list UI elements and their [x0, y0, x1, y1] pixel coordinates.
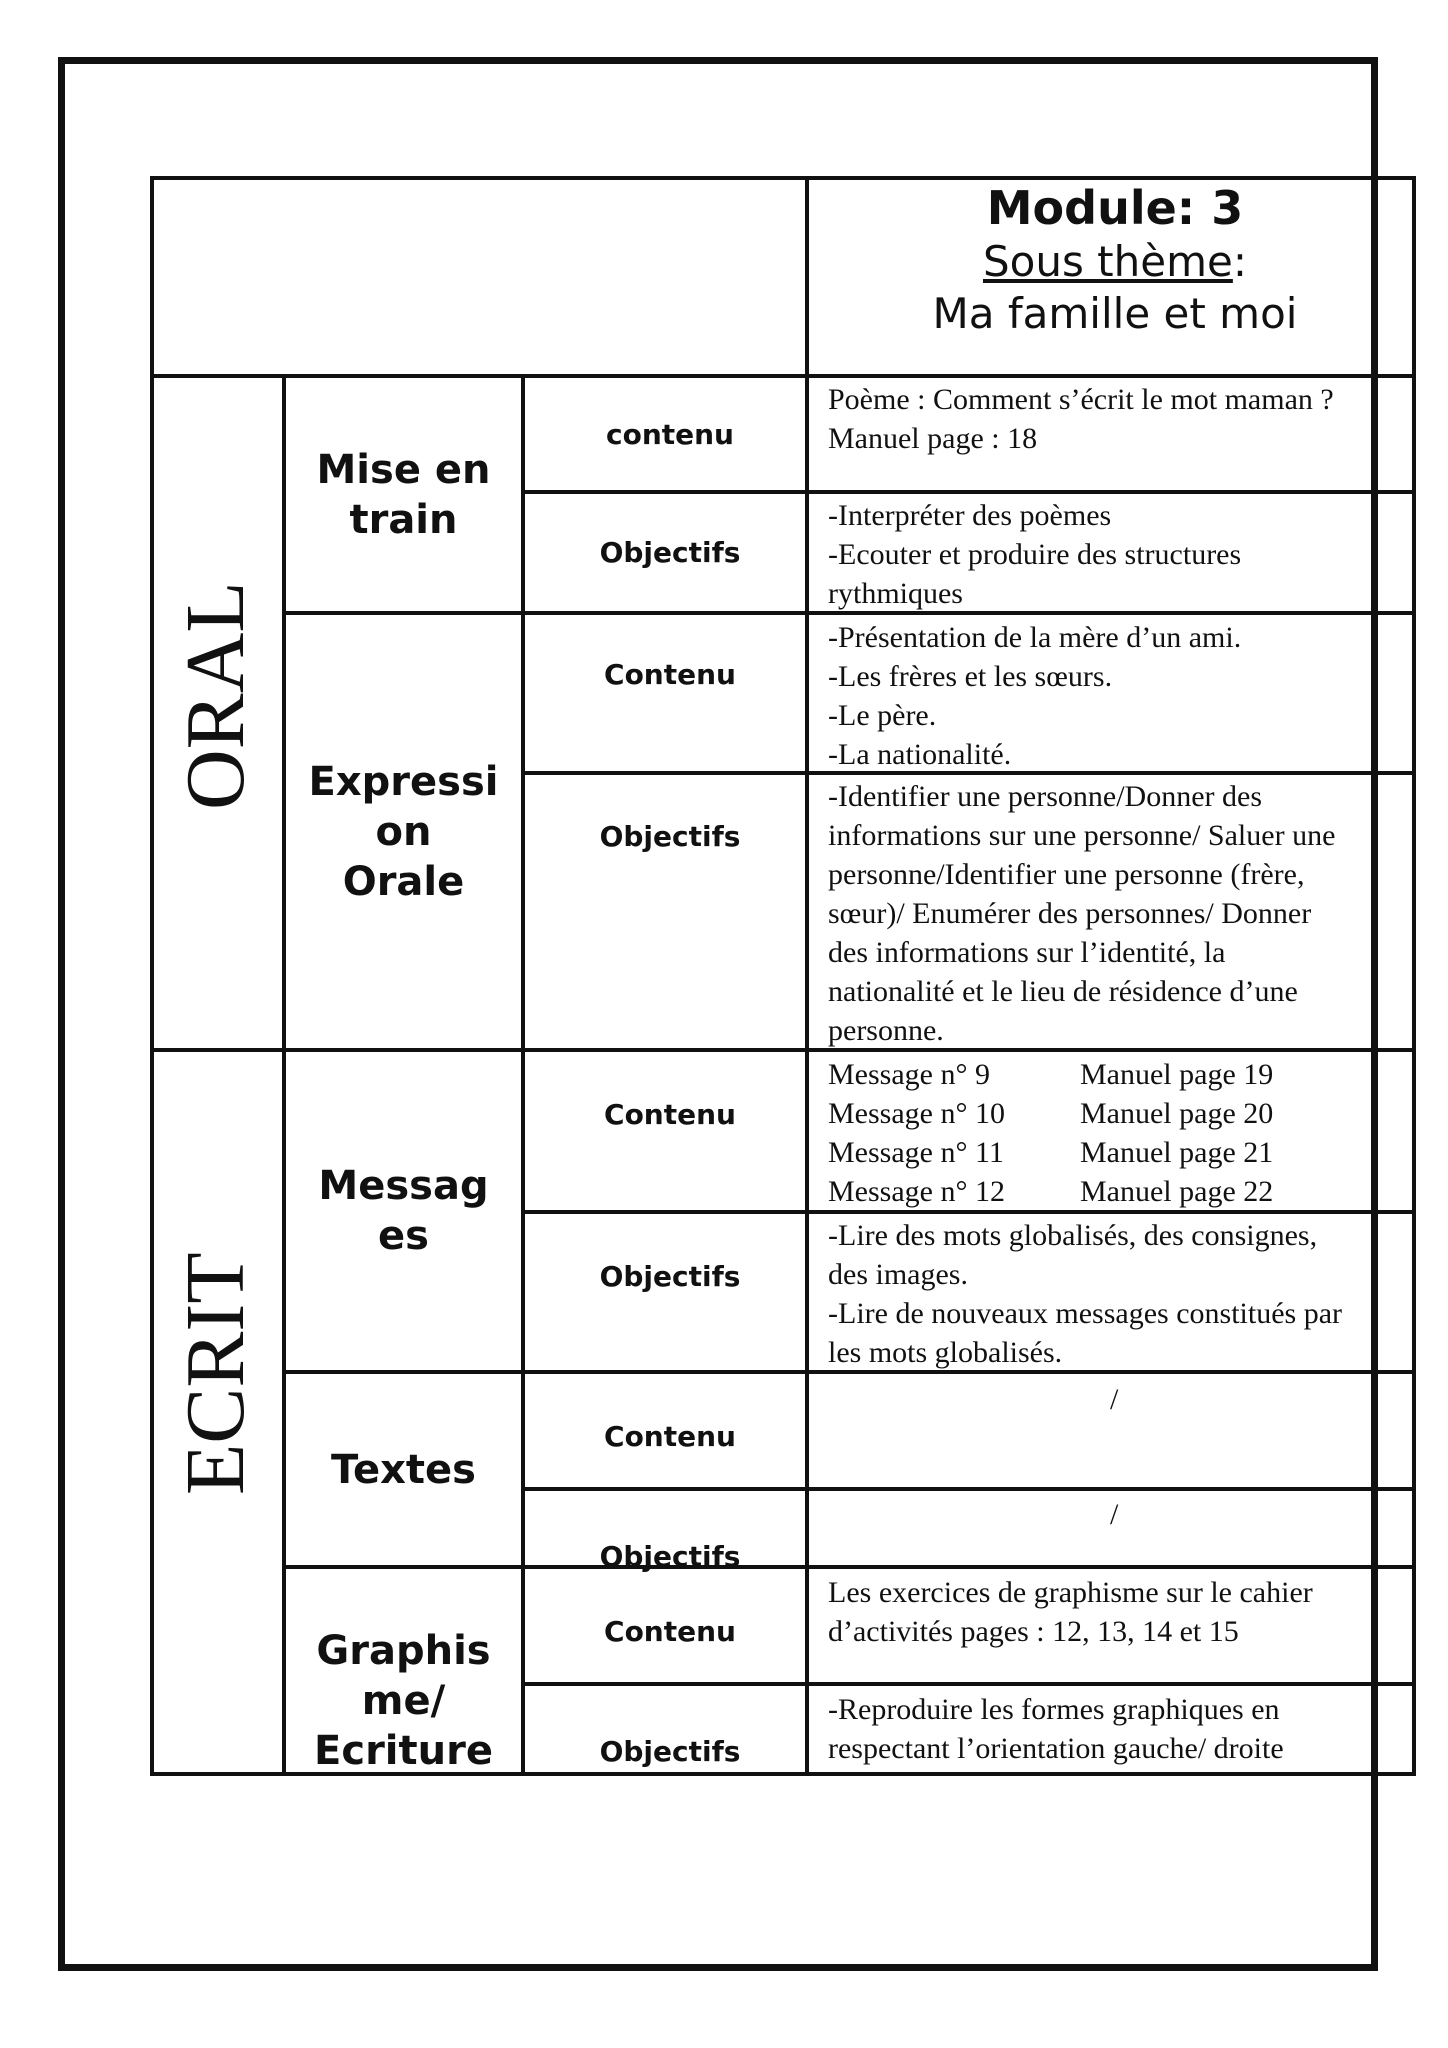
- cell-textes-objectifs: /: [1110, 1498, 1119, 1531]
- table-line: [522, 490, 1416, 494]
- label-contenu: Contenu: [604, 1615, 736, 1648]
- label-objectifs: Objectifs: [599, 1735, 741, 1768]
- sous-theme-line: [810, 236, 1420, 288]
- message-number: Message n° 9: [828, 1058, 990, 1091]
- label-objectifs: Objectifs: [599, 820, 741, 853]
- subsection-text: Messag: [318, 1163, 489, 1209]
- cell-line: nationalité et le lieu de résidence d’une: [828, 975, 1298, 1008]
- subsection-text: Graphis: [316, 1627, 491, 1674]
- cell-line: informations sur une personne/ Saluer une: [828, 819, 1336, 852]
- subsection-text: on: [375, 808, 432, 855]
- cell-line: d’activités pages : 12, 13, 14 et 15: [828, 1615, 1239, 1648]
- subsection-text: Mise en: [316, 446, 491, 493]
- message-number: Message n° 11: [828, 1136, 1004, 1169]
- cell-textes-contenu: /: [1110, 1383, 1119, 1416]
- table-line-v: [805, 176, 809, 1776]
- section-oral: ORAL: [169, 581, 262, 810]
- subsection-expression-orale: [286, 615, 521, 1048]
- message-page: Manuel page 19: [1080, 1058, 1274, 1091]
- subsection-graphisme: [286, 1569, 521, 1772]
- cell-line: personne/Identifier une personne (frère,: [828, 858, 1305, 891]
- message-row: [828, 1055, 1273, 1094]
- sous-theme-label: Sous thème: [982, 237, 1233, 286]
- cell-line: -Présentation de la mère d’un ami.: [828, 621, 1242, 654]
- label-contenu: Contenu: [604, 1420, 736, 1453]
- message-row: [828, 1133, 1273, 1172]
- message-number: Message n° 10: [828, 1097, 1005, 1130]
- cell-line: -Identifier une personne/Donner des: [828, 780, 1263, 813]
- cell-line: -Interpréter des poèmes: [828, 499, 1112, 532]
- subsection-text: Textes: [331, 1446, 476, 1493]
- table-line: [522, 1487, 1416, 1491]
- cell-line: des informations sur l’identité, la: [828, 936, 1226, 969]
- subsection-mise-en-train: [286, 378, 521, 611]
- table-line-v: [521, 374, 525, 1776]
- cell-mise-contenu: [828, 380, 1334, 458]
- label-contenu: Contenu: [604, 1098, 736, 1131]
- cell-line: respectant l’orientation gauche/ droite: [828, 1732, 1284, 1765]
- cell-line: sœur)/ Enumérer des personnes/ Donner: [828, 897, 1312, 930]
- cell-line: -Les frères et les sœurs.: [828, 660, 1113, 693]
- label-objectifs: Objectifs: [599, 536, 741, 569]
- subsection-messages: [286, 1052, 521, 1370]
- theme-title: Ma famille et moi: [932, 289, 1298, 338]
- label-contenu: contenu: [605, 418, 734, 451]
- subsection-textes: [286, 1374, 521, 1565]
- cell-expr-objectifs: [828, 777, 1335, 1050]
- cell-line: -Ecouter et produire des structures: [828, 538, 1242, 571]
- table-border-right: [1412, 176, 1416, 1776]
- message-number: Message n° 12: [828, 1175, 1005, 1208]
- cell-line: des images.: [828, 1258, 968, 1291]
- cell-line: personne.: [828, 1014, 944, 1047]
- subsection-text: Ecriture: [314, 1727, 493, 1774]
- cell-line: -La nationalité.: [828, 738, 1012, 771]
- subsection-text: Expressi: [308, 758, 499, 805]
- cell-line: -Lire de nouveaux messages constitués par: [828, 1297, 1342, 1330]
- page-frame-top: [58, 57, 1378, 64]
- cell-line: -Le père.: [828, 699, 937, 732]
- message-row: [828, 1094, 1273, 1133]
- label-objectifs: Objectifs: [599, 1540, 741, 1573]
- section-ecrit: ECRIT: [169, 1252, 262, 1495]
- sous-theme-colon: :: [1232, 237, 1248, 286]
- cell-line: Manuel page : 18: [828, 422, 1038, 455]
- subsection-text: Orale: [342, 858, 465, 905]
- cell-mise-objectifs: [828, 496, 1241, 613]
- cell-line: les mots globalisés.: [828, 1336, 1063, 1369]
- module-title: Module: 3: [986, 181, 1244, 235]
- message-row: [828, 1172, 1273, 1211]
- subsection-text: es: [378, 1213, 429, 1259]
- cell-expr-contenu: [828, 618, 1241, 774]
- subsection-text: me/: [361, 1677, 446, 1724]
- cell-line: -Lire des mots globalisés, des consignes,: [828, 1219, 1318, 1252]
- page-frame-bottom: [58, 1964, 1378, 1971]
- message-page: Manuel page 20: [1080, 1097, 1274, 1130]
- cell-line: Poème : Comment s’écrit le mot maman ?: [828, 383, 1334, 416]
- cell-line: rythmiques: [828, 577, 963, 610]
- cell-msg-contenu: [828, 1055, 1273, 1211]
- table-line: [522, 1682, 1416, 1686]
- message-page: Manuel page 21: [1080, 1136, 1274, 1169]
- cell-graph-contenu: [828, 1573, 1313, 1651]
- label-contenu: Contenu: [604, 658, 736, 691]
- cell-msg-objectifs: [828, 1216, 1342, 1372]
- label-objectifs: Objectifs: [599, 1260, 741, 1293]
- page-frame-left: [58, 57, 65, 1971]
- subsection-text: train: [349, 496, 458, 543]
- table-border-left: [150, 176, 154, 1776]
- cell-line: -Reproduire les formes graphiques en: [828, 1693, 1280, 1726]
- cell-graph-objectifs: [828, 1690, 1284, 1768]
- cell-line: Les exercices de graphisme sur le cahier: [828, 1576, 1313, 1609]
- message-page: Manuel page 22: [1080, 1175, 1274, 1208]
